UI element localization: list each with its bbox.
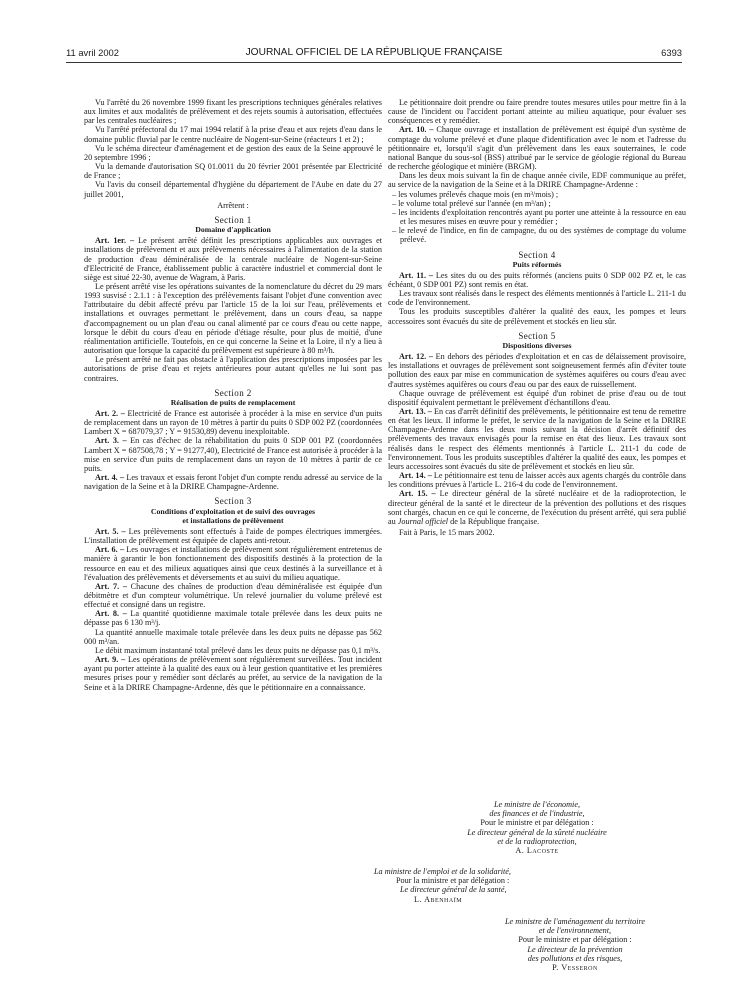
signatory-role: Le directeur général de la santé, <box>400 885 507 895</box>
article-paragraph <box>388 489 686 526</box>
article-paragraph <box>84 436 382 473</box>
article-label: Art. 15. – <box>399 489 436 499</box>
page-header <box>66 47 682 61</box>
article-paragraph <box>84 473 382 491</box>
article-paragraph: Chaque ouvrage de prélèvement est équipé d'un robinet de prise d'eau ou de tout dispositif équivalent permettant le prélèvement d'échantillons d'eau. <box>388 388 686 407</box>
article-text: de la République française. <box>448 516 540 526</box>
header-date: 11 avril 2002 <box>66 47 119 58</box>
article-paragraph <box>84 527 382 545</box>
article-paragraph <box>84 409 382 436</box>
arretent-heading: Arrêtent : <box>217 200 249 210</box>
article-paragraph: Le présent arrêté ne fait pas obstacle à l'application des prescriptions imposées par les autorisations de prise d'eau et rejets antérieures pour autant qu'elles ne lui sont pas contraires. <box>84 355 382 383</box>
article-label: Art. 3. – <box>95 436 127 446</box>
signature-block-economie <box>388 800 686 855</box>
article-text: En dehors des périodes d'exploitation et en cas de délaissement provisoire, les installations et ouvrages de prélèvement sont soigneusement fermés afin d'éviter toute pollution des eaux par mise en communication de systèmes aquifères ou cours d'eau avec d'autres systèmes aquifères ou cours d'eau ou par des eaux de ruissellement. <box>388 352 686 389</box>
fait-a-paris: Fait à Paris, le 15 mars 2002. <box>399 528 495 538</box>
article-paragraph <box>84 655 382 692</box>
article-label: Art. 7. – <box>95 581 127 591</box>
minister-title: Le ministre de l'aménagement du territoire <box>504 917 646 926</box>
article-text: Le pétitionnaire est tenu de laisser accès aux agents chargés du contrôle dans les conditions prévues à l'article L. 216-4 du code de l'environnement. <box>388 471 686 490</box>
journal-title: JOURNAL OFFICIEL DE LA RÉPUBLIQUE FRANÇAISE <box>245 47 503 58</box>
section-title <box>84 507 382 525</box>
article-text: Les sites du ou des puits réformés (anciens puits 0 SDP 002 PZ et, le cas échéant, 0 SDP 001 PZ) sont remis en état. <box>388 270 686 289</box>
report-list <box>388 190 686 245</box>
signature-block-emploi <box>374 867 574 904</box>
article-label: Art. 11. – <box>399 270 433 280</box>
minister-title: La ministre de l'emploi et de la solidarité, <box>374 867 511 876</box>
article-label: Art. 5. – <box>95 526 126 536</box>
article-paragraph <box>84 582 382 609</box>
signatory-name: A. Lacoste <box>515 846 559 856</box>
section-heading: Section 5 <box>518 330 556 341</box>
section-title: Dispositions diverses <box>502 340 572 350</box>
list-item: – les incidents d'exploitation rencontrés ayant pu porter une atteinte à la ressource en eau et les mesures mises en œuvre pour y remédier ; <box>392 207 686 227</box>
section-title: Réalisation de puits de remplacement <box>170 397 296 407</box>
article-text: Le directeur général de la sûreté nucléaire et de la radioprotection, le directeur général de la santé et le directeur de la prévention des pollutions et des risques sont chargés, chacun en ce qui le concerne, de l'exécution du présent arrêté, qui sera publié au <box>388 489 686 526</box>
journal-officiel-ref: Journal officiel <box>397 516 449 526</box>
signatory-role: Le directeur général de la sûreté nucléaire <box>467 827 607 837</box>
article-paragraph <box>388 125 686 171</box>
article-text: Les prélèvements sont effectués à l'aide de pompes électriques immergées. L'installation de prélèvement est équipée de clapets anti-retour. <box>84 526 382 546</box>
article-paragraph <box>388 352 686 389</box>
header-rule <box>66 62 682 63</box>
right-column <box>388 98 686 537</box>
left-column <box>84 98 382 692</box>
signature-block-environnement <box>460 917 690 972</box>
article-paragraph <box>388 271 686 289</box>
signatory-role: et de la radioprotection, <box>497 836 577 846</box>
article-text: Chaque ouvrage et installation de prélèvement est équipé d'un système de comptage du volume prélevé et d'une plaque d'identification avec le nom et l'adresse du pétitionnaire et, lorsqu'il s'agit d'un prélèvement dans les eaux souterraines, le code national Banque du sous-sol (BSS) attribué par le service de géologie régional du Bureau de recherche géologique et minière (BRGM). <box>388 125 686 172</box>
article-label: Art. 1er. – <box>95 236 135 246</box>
section-title-line: Conditions d'exploitation et de suivi des ouvrages <box>150 506 316 516</box>
article-text: Les travaux et essais feront l'objet d'un compte rendu adressé au service de la navigation de la Seine et à la DRIRE Champagne-Ardenne. <box>84 473 382 492</box>
article-paragraph: Le présent arrêté vise les opérations suivantes de la nomenclature du décret du 29 mars 1993 susvisé : 2.1.1 : à l'exception des prélèvements faisant l'objet d'une convention avec l'attributaire du débit affecté prévu par l'article 15 de la loi sur l'eau, prélèvements et installations et ouvrages permettant le prélèvement, dans un cours d'eau, sa nappe d'accompagnement ou un plan d'eau ou canal alimenté par ce cours d'eau ou cette nappe, lorsque le débit du cours d'eau en période d'étiage résulte, pour plus de moitié, d'une réalimentation artificielle. Toutefois, en ce qui concerne la Seine et la Loire, il n'y a lieu à autorisation que lorsque la capacité du prélèvement est supérieure à 80 m³/h. <box>84 281 382 356</box>
article-label: Art. 6. – <box>95 545 125 555</box>
section-title-line: et installations de prélèvement <box>182 515 284 525</box>
article-text: Les opérations de prélèvement sont régulièrement surveillées. Tout incident ayant pu porter atteinte à la qualité des eaux ou à leur gestion quantitative et les premières mesures prises pour y remédier sont déclarés au préfet, au service de la navigation de la Seine et à la DRIRE Champagne-Ardenne, dès que le pétitionnaire en a connaissance. <box>84 655 383 692</box>
section-heading: Section 1 <box>214 214 252 225</box>
article-paragraph: Le débit maximum instantané total prélevé dans les deux puits ne dépasse pas 0,1 m³/s. <box>95 645 381 655</box>
visa-paragraph: Vu l'avis du conseil départemental d'hygiène du département de l'Aube en date du 27 juillet 2001, <box>84 180 382 199</box>
article-paragraph <box>84 609 382 627</box>
article-text: Les ouvrages et installations de prélèvement sont régulièrement entretenus de manière à garantir le bon fonctionnement des dispositifs destinés à la protection de la ressource en eau et des milieux aquatiques ainsi que ceux destinés à la surveillance et à l'évaluation des prélèvements et déversements et au suivi du milieu aquatique. <box>84 545 383 582</box>
delegation-line: Pour la ministre et par délégation : <box>396 876 510 886</box>
article-paragraph: Les travaux sont réalisés dans le respect des éléments mentionnés à l'article L. 211-1 du code de l'environnement. <box>388 289 686 308</box>
article-label: Art. 2. – <box>95 409 125 418</box>
section-title: Domaine d'application <box>195 225 271 235</box>
list-item: – le volume total prélevé sur l'année (en m³/an) ; <box>392 198 551 208</box>
signatory-role: Le directeur de la prévention <box>527 944 623 954</box>
minister-title: et de l'environnement, <box>538 926 612 936</box>
article-text: Chacune des chaînes de production d'eau déminéralisée est équipée d'un débitmètre et d'un compteur volumétrique. Un relevé journalier du volume prélevé est effectué et consigné dans un registre. <box>84 581 383 610</box>
visa-paragraph: Vu le schéma directeur d'aménagement et de gestion des eaux de la Seine approuvé le 20 septembre 1996 ; <box>84 143 382 162</box>
article-text: La quantité quotidienne maximale totale prélevée dans les deux puits ne dépasse pas 6 130 m³/j. <box>84 609 382 628</box>
section-heading: Section 4 <box>518 249 556 260</box>
article-text: Electricité de France est autorisée à procéder à la mise en service d'un puits de remplacement dans un rayon de 10 mètres à partir du puits 0 SDP 002 PZ (coordonnées Lambert X = 687079,37 ; Y = 91530,89) devenu inexploitable. <box>84 409 383 437</box>
article-label: Art. 4. – <box>95 473 125 483</box>
article-paragraph <box>84 545 382 582</box>
minister-title: Le ministre de l'économie, <box>493 800 581 809</box>
section-title: Puits réformés <box>512 259 562 269</box>
section-heading: Section 2 <box>214 387 252 398</box>
minister-title: des finances et de l'industrie, <box>489 809 585 819</box>
section-heading: Section 3 <box>214 496 252 507</box>
article-label: Art. 10. – <box>399 125 434 135</box>
article-label: Art. 14. – <box>399 471 432 481</box>
article-paragraph: La quantité annuelle maximale totale prélevée dans les deux puits ne dépasse pas 562 000 m³/an. <box>84 627 382 646</box>
article-paragraph <box>84 236 382 282</box>
visa-paragraph: Vu la demande d'autorisation SQ 01.0011 du 20 février 2001 présentée par Electricité de France ; <box>84 162 382 181</box>
signatory-role: des pollutions et des risques, <box>527 953 623 963</box>
visa-paragraph: Vu l'arrêté du 26 novembre 1999 fixant les prescriptions techniques générales relatives aux limites et aux modalités de prélèvement et des rejets soumis à autorisation, effectuées par les centrales nucléaires ; <box>84 98 382 126</box>
article-paragraph <box>388 471 686 489</box>
list-item: – le relevé de l'indice, en fin de campagne, du ou des systèmes de comptage du volume prélevé. <box>392 226 686 245</box>
article-paragraph: Le pétitionnaire doit prendre ou faire prendre toutes mesures utiles pour mettre fin à la cause de l'incident ou l'accident portant atteinte au milieu aquatique, pour évaluer ses conséquences et y remédier. <box>388 98 686 126</box>
signatory-name: L. Abenhaïm <box>414 894 463 904</box>
article-text: En cas d'échec de la réhabilitation du puits 0 SDP 001 PZ (coordonnées Lambert X = 687508,78 ; Y = 91277,40), Electricité de France est autorisée à procéder à la mise en service d'un puits de remplacement dans un rayon de 10 mètres à partir de ce puits. <box>84 436 382 473</box>
list-item: – les volumes prélevés chaque mois (en m³/mois) ; <box>392 189 559 199</box>
article-label: Art. 12. – <box>399 352 433 362</box>
article-text: Le présent arrêté définit les prescriptions applicables aux ouvrages et installations de prélèvement et aux prélèvements nécessaires à l'alimentation de la station de production d'eau déminéralisée de la centrale nucléaire de Nogent-sur-Seine d'Electricité de France, établissement public à caractère industriel et commercial dont le siège est situé 22-30, avenue de Wagram, à Paris. <box>84 236 382 282</box>
article-paragraph: Tous les produits susceptibles d'altérer la qualité des eaux, les pompes et leurs accessoires sont évacués du site de prélèvement et stockés en lieu sûr. <box>388 307 686 326</box>
signatory-name: P. Vesseron <box>552 963 598 973</box>
article-label: Art. 8. – <box>95 609 127 619</box>
visa-paragraph: Vu l'arrêté préfectoral du 17 mai 1994 relatif à la prise d'eau et aux rejets d'eau dans le domaine public fluvial par le centre nucléaire de Nogent-sur-Seine (réacteurs 1 et 2) ; <box>84 125 382 144</box>
article-paragraph: Dans les deux mois suivant la fin de chaque année civile, EDF communique au préfet, au service de la navigation de la Seine et à la DRIRE Champagne-Ardenne : <box>388 171 686 190</box>
delegation-line: Pour le ministre et par délégation : <box>480 818 594 828</box>
article-label: Art. 9. – <box>95 655 126 665</box>
article-text: En cas d'arrêt définitif des prélèvements, le pétitionnaire est tenu de remettre en état les lieux. Il informe le préfet, le service de la navigation de la Seine et la DRIRE Champagne-Ardenne dans les deux mois suivant la décision d'arrêt définitif des prélèvements des travaux envisagés pour la remise en état des lieux. Les travaux sont réalisés dans le respect des éléments mentionnés à l'article L. 211-1 du code de l'environnement. Tous les produits susceptibles d'altérer la qualité des eaux, les pompes et leurs accessoires sont évacués du site de prélèvement et stockés en lieu sûr. <box>388 407 687 471</box>
article-label: Art. 13. – <box>399 407 432 416</box>
page-number: 6393 <box>661 47 682 58</box>
article-paragraph <box>388 407 686 471</box>
delegation-line: Pour le ministre et par délégation : <box>518 935 632 945</box>
